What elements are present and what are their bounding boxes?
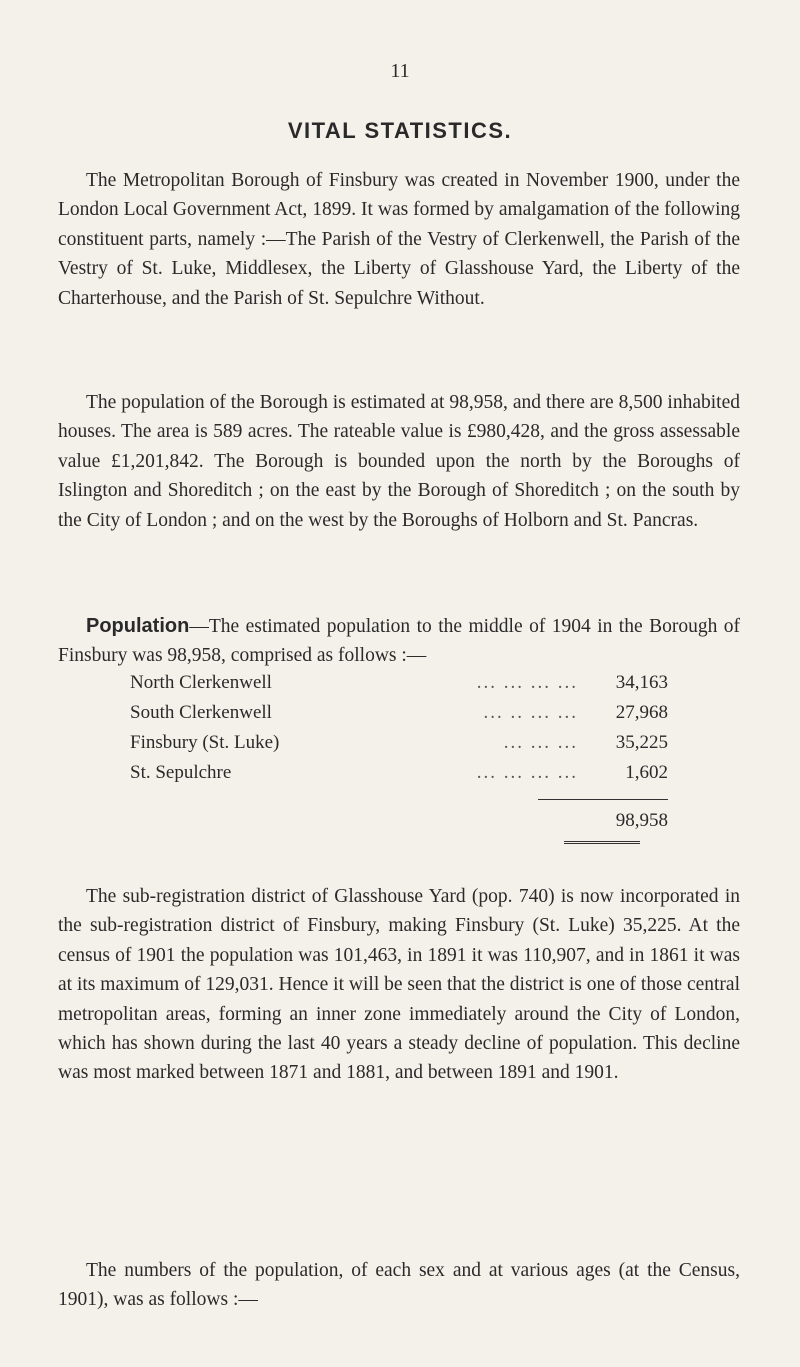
table-row [130,672,668,702]
paragraph-borough-population: The population of the Borough is estimated at 98,958, and there are 8,500 inhabited houses. The area is 589 acres. The rateable value is £980,428, and the gross assessable value £1,201,842. The Borough is bounded upon the north by the Boroughs of Islington and Shoreditch ; on the east by the Borough of Shoreditch ; on the south by the City of London ; and on the west by the Boroughs of Holborn and St. Pancras. [58,392,740,531]
table-row [130,732,668,762]
population-total: 98,958 [615,810,668,831]
total-double-rule [564,841,640,844]
paragraph-sub-registration: The sub-registration district of Glasshouse Yard (pop. 740) is now incorporated in the sub-registration district of Finsbury, making Finsbury (St. Luke) 35,225. At the census of 1901 the population was 101,463, in 1891 it was 110,907, and in 1861 it was at its maximum of 129,031. Hence it will be seen that the district is one of those central metropolitan areas, forming an inner zone immediately around the City of London, which has shown during the last 40 years a steady decline of population. This decline was most marked between 1871 and 1881, and between 1891 and 1901. [58,886,740,1084]
row-leader-dots: ... .. ... ... [483,702,578,723]
row-leader-dots: ... ... ... [503,732,578,753]
population-heading: Population [86,615,190,637]
row-value: 1,602 [625,762,668,783]
row-label: North Clerkenwell [130,672,272,693]
population-table [130,672,668,831]
page-number: 11 [390,60,410,82]
row-value: 34,163 [615,672,668,693]
paragraph-census-intro: The numbers of the population, of each sex and at various ages (at the Census, 1901), was as follows :— [58,1260,740,1311]
row-leader-dots: ... ... ... ... [476,672,578,693]
sum-rule [538,799,668,800]
row-value: 35,225 [615,732,668,753]
paragraph-borough-history: The Metropolitan Borough of Finsbury was created in November 1900, under the London Local Government Act, 1899. It was formed by amalgamation of the following constituent parts, namely :—The Parish of the Vestry of Clerkenwell, the Parish of the Vestry of St. Luke, Middlesex, the Liberty of Glasshouse Yard, the Liberty of the Charterhouse, and the Parish of St. Sepulchre Without. [58,170,740,309]
table-row [130,702,668,732]
row-label: South Clerkenwell [130,702,272,723]
row-leader-dots: ... ... ... ... [476,762,578,783]
row-value: 27,968 [615,702,668,723]
paragraph-population-estimate [58,612,740,671]
population-intro-text: —The estimated population to the middle of 1904 in the Borough of Finsbury was 98,958, comprised as follows :— [58,616,740,667]
table-row [130,762,668,792]
page-title: VITAL STATISTICS. [287,118,513,143]
row-label: Finsbury (St. Luke) [130,732,280,753]
row-label: St. Sepulchre [130,762,232,783]
